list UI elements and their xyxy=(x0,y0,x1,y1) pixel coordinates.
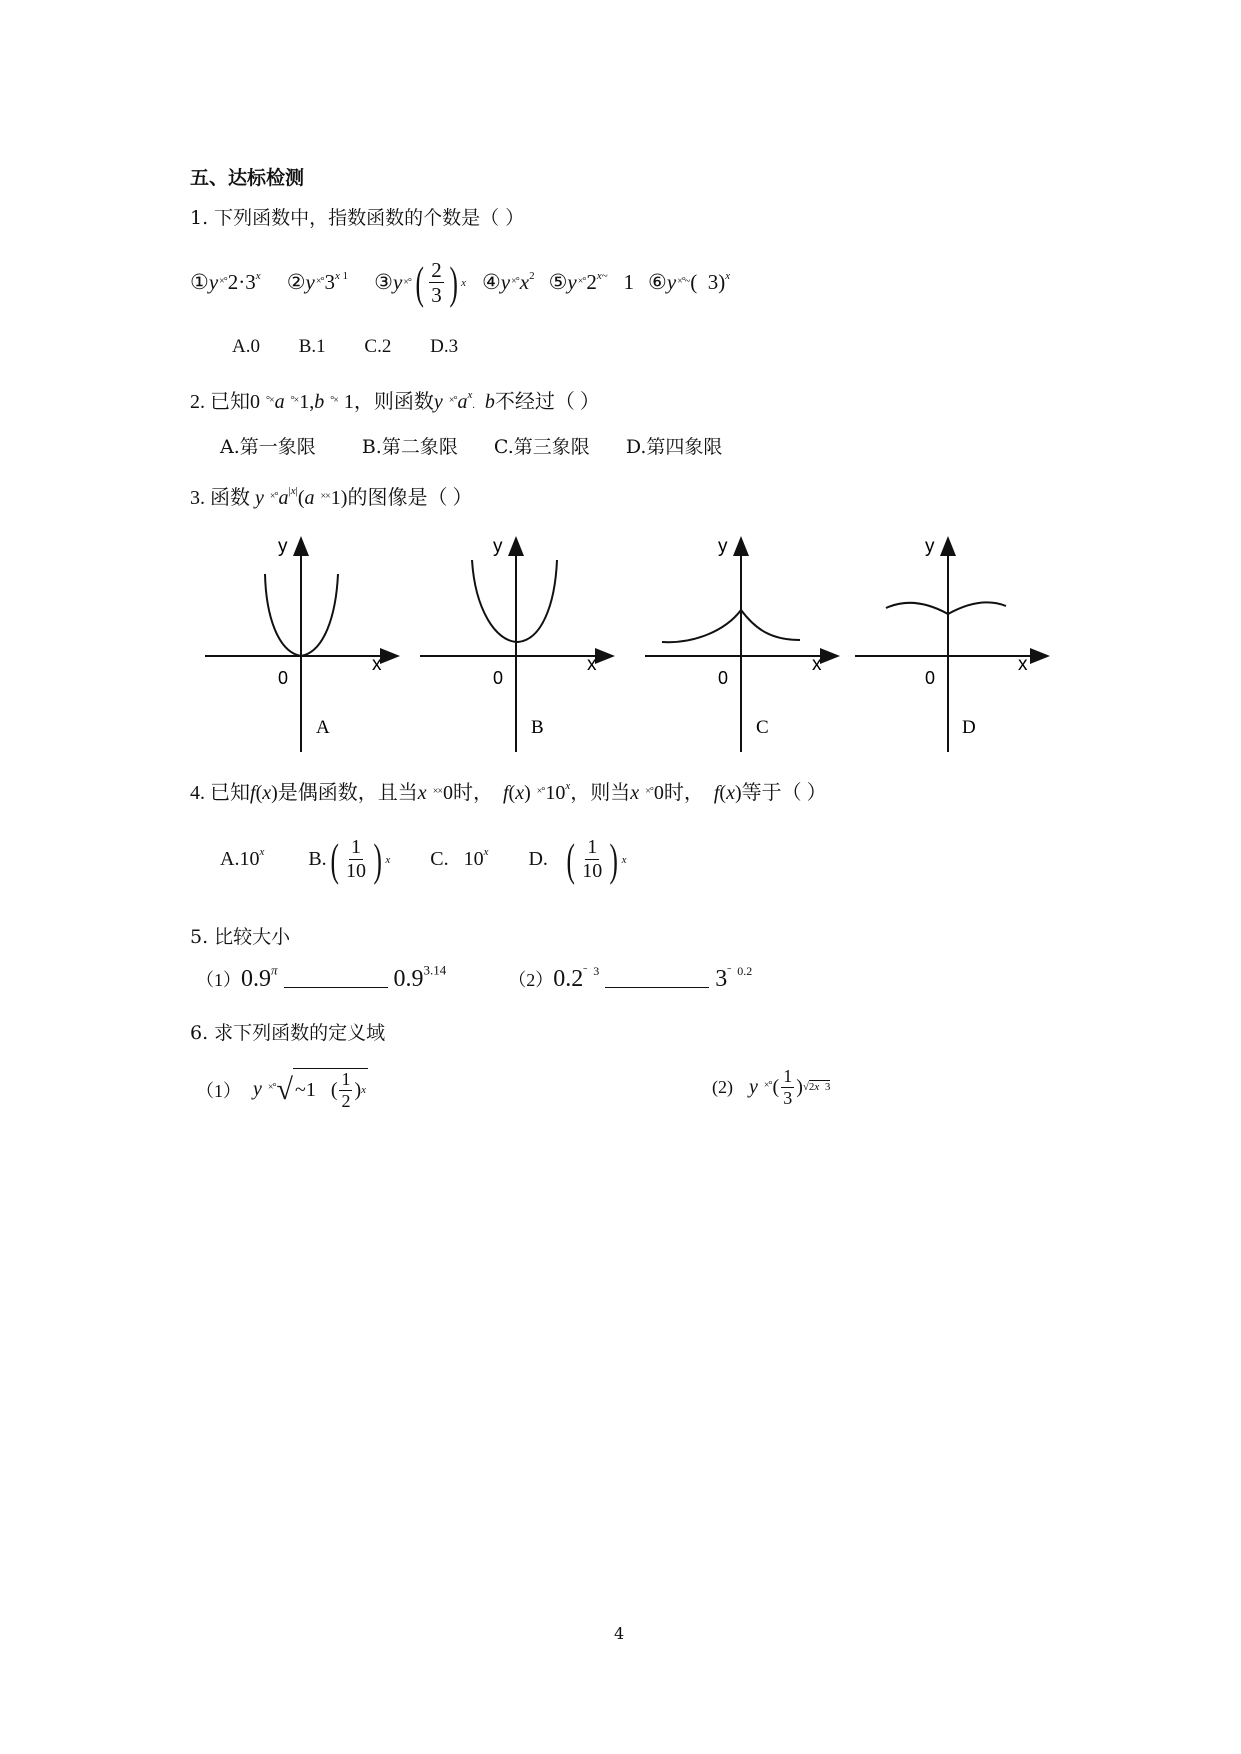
q4-option-d: D. ( $\frac{1}{10}$ ) x xyxy=(528,833,627,885)
q5-part-2: $(2)0.2^{ˉ 3}$ $3^{ˉ 0.2}$ xyxy=(508,964,753,992)
page-number: 4 xyxy=(614,1624,625,1643)
q1-items xyxy=(190,258,730,307)
graph-a-x-label: x xyxy=(372,654,382,675)
graph-c xyxy=(645,536,830,752)
graph-a-y-label: y xyxy=(278,536,288,557)
graph-b-y-label: y xyxy=(493,536,503,557)
q5-stem: 5. 比较大小 xyxy=(190,926,291,948)
q6-stem: 6. 求下列函数的定义域 xyxy=(190,1022,386,1044)
q2-option-b: B.第二象限 xyxy=(361,436,458,458)
graph-a-label: A xyxy=(316,717,330,738)
q3-graphs xyxy=(190,526,1070,756)
graph-c-x-label: x xyxy=(812,654,822,675)
q5-parts xyxy=(196,962,753,993)
q3-stem: 3. 函数 y $^{\times^\circ}a^{|x|}(a$ ××1)的图像是（ ） xyxy=(190,485,473,509)
q1-options xyxy=(232,336,458,358)
q1-option-c: C.2 xyxy=(364,336,392,357)
graph-d xyxy=(855,536,1040,752)
q1-item-6: ⑥y×°~( 3)$^x$ xyxy=(647,270,731,295)
graph-a-origin: 0 xyxy=(278,668,289,688)
q2-option-c: C.第三象限 xyxy=(493,436,590,458)
graph-d-origin: 0 xyxy=(925,668,936,688)
graph-a xyxy=(205,536,390,752)
q2-stem: 2. 已知0 °×a °×1,b °× 1，则函数y $^{\times^\circ}a^x$. b不经过（ ） xyxy=(190,389,600,413)
q1-item-4: $④y^{\times^\circ}x^2$ xyxy=(481,270,535,295)
q4-stem: 4. 已知f(x)是偶函数，且当x ××0时， f(x) ×°10$^x$，则当x ×°0时， f(x)等于（ ） xyxy=(190,780,827,804)
q6-part-2: (2) y ×° ( $\frac{1}{3}$ ) √2x 3 xyxy=(712,1066,831,1108)
q4-option-b: B. ( $\frac{1}{10}$ ) x xyxy=(308,833,391,885)
q4-option-a: A.10$^x$ xyxy=(220,846,265,870)
q2-option-a: A.第一象限 xyxy=(220,436,316,458)
graph-b-label: B xyxy=(531,717,544,738)
q2-options xyxy=(220,432,722,459)
q4-option-c: C. 10$^x$ xyxy=(430,846,489,870)
q1-option-a: A.0 xyxy=(232,336,260,357)
graph-b-origin: 0 xyxy=(493,668,504,688)
graph-b xyxy=(420,536,605,752)
q5-part-1: $(1)0.9^\pi$ $0.9^{3.14}$ xyxy=(196,962,447,992)
graph-c-origin: 0 xyxy=(718,668,729,688)
graph-c-y-label: y xyxy=(718,536,728,557)
q1-item-5: $⑤y^{\times^\circ}2^{x\sim}$ 1 xyxy=(548,270,634,295)
graph-c-label: C xyxy=(756,717,769,738)
q5-blank-2[interactable] xyxy=(605,967,709,988)
section-title: 五、达标检测 xyxy=(190,167,305,189)
q1-item-2: $②y^{\times^\circ}3^{x 1}$ xyxy=(286,270,349,295)
graph-b-x-label: x xyxy=(587,654,597,675)
q1-option-b: B.1 xyxy=(298,336,326,357)
q1-stem: 1. 下列函数中，指数函数的个数是（ ） xyxy=(190,207,525,229)
q4-options xyxy=(220,833,627,885)
graph-d-x-label: x xyxy=(1018,654,1028,675)
q1-item-1: $①y^{\times^\circ}2\cdot 3^x$ xyxy=(190,270,261,295)
q1-item-3: ③ y ×° ( $\frac{2}{3}$ ) x xyxy=(374,256,466,308)
q6-part-1: （1） y ×° √ ~1 ( $\frac{1}{2}$ ) x xyxy=(196,1069,367,1111)
q1-option-d: D.3 xyxy=(430,336,459,357)
q2-option-d: D.第四象限 xyxy=(625,436,723,458)
graph-d-y-label: y xyxy=(925,536,935,557)
q5-blank-1[interactable] xyxy=(284,967,388,988)
graph-d-label: D xyxy=(962,717,976,738)
